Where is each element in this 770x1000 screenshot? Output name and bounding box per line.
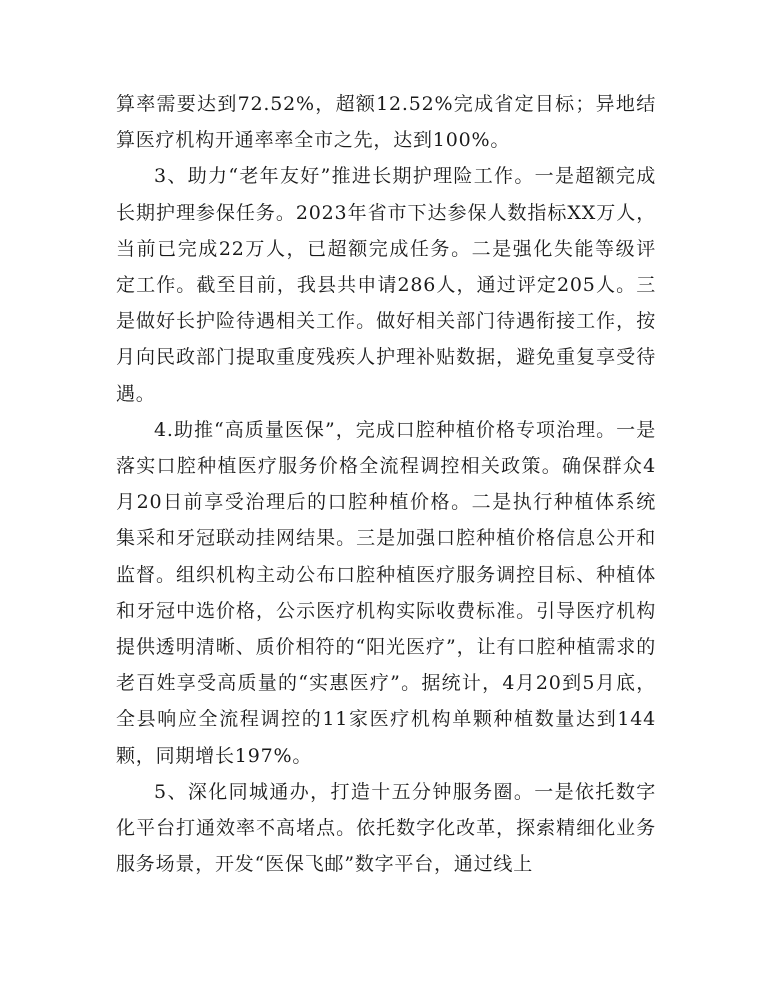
paragraph-dental-implant-pricing: 4.助推“高质量医保”，完成口腔种植价格专项治理。一是落实口腔种植医疗服务价格全流程调控相关政策。确保群众4月20日前享受治理后的口腔种植价格。二是执行种植体系统集采和牙冠联动挂网结果。三是加强口腔种植价格信息公开和监督。组织机构主动公布口腔种植医疗服务调控目标、种植体和牙冠中选价格，公示医疗机构实际收费标准。引导医疗机构提供透明清晰、质价相符的“阳光医疗”，让有口腔种植需求的老百姓享受高质量的“实惠医疗”。据统计，4月20到5月底，全县响应全流程调控的11家医疗机构单颗种植数量达到144颗，同期增长197%。	[116, 418, 656, 767]
document-body	[116, 86, 656, 882]
paragraph-same-city-service: 5、深化同城通办，打造十五分钟服务圈。一是依托数字化平台打通效率不高堵点。依托数字化改革，探索精细化业务服务场景，开发“医保飞邮”数字平台，通过线上	[116, 780, 656, 876]
paragraph-continuation: 算率需要达到72.52%，超额12.52%完成省定目标；异地结算医疗机构开通率率全市之先，达到100%。	[116, 93, 656, 152]
paragraph-long-term-care: 3、助力“老年友好”推进长期护理险工作。一是超额完成长期护理参保任务。2023年省市下达参保人数指标XX万人，当前已完成22万人，已超额完成任务。二是强化失能等级评定工作。截至目前，我县共申请286人，通过评定205人。三是做好长护险待遇相关工作。做好相关部门待遇衔接工作，按月向民政部门提取重度残疾人护理补贴数据，避免重复享受待遇。	[116, 165, 656, 405]
